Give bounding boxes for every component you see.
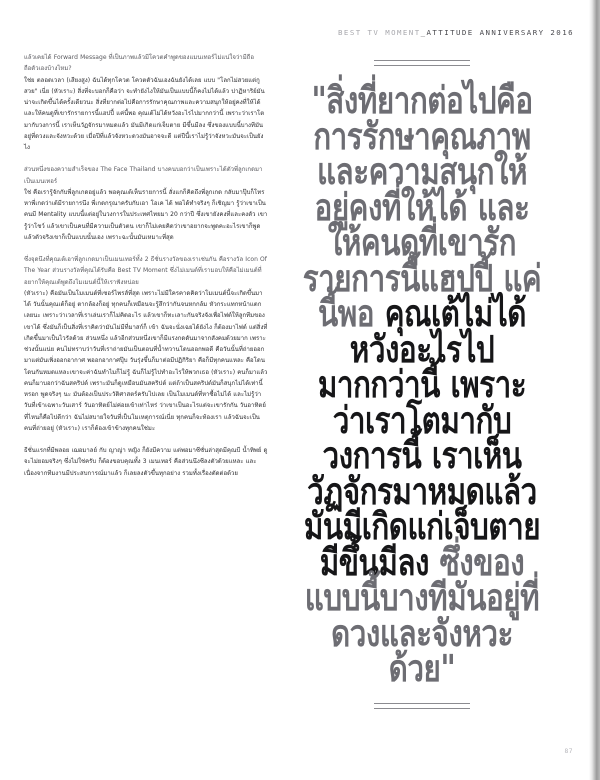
pullquote-block xyxy=(272,60,572,709)
running-header-section: BEST TV MOMENT xyxy=(338,28,421,37)
page-edge-gutter xyxy=(589,0,600,780)
pullquote-segment-emphasis: คุณเต้ไม่ได้หวังอะไรไปมากกว่านี้ เพราะว่าเราโตมากับวงการนี้ เราเห็นวัฏจักรมาหมดแล้ว มันมีเกิดแก่เจ็บตาย มีขึ้นมีลง xyxy=(303,292,541,584)
article-paragraph-question: แล้วเคยได้ Forward Message ที่เป็นภาพแล้วมีโควตคำพูดของแมนเทอร์ไม่แน่ใจว่ามีถือถือตัวเองบ้างไหม? xyxy=(24,54,254,73)
running-header-issue: _ATTITUDE ANNIVERSARY 2016 xyxy=(420,28,574,37)
article-paragraph-question: ซึ่งจุดนึงที่คุณเต้เอาพี่ลูกเกดมาเป็นเมนเทอร์ทั้ง 2 ธีชั่นรางวัลของเราเช่นกัน คือรางวัล Icon Of The Year ส่วนรางวัลที่คุณได้รับคือ Best TV Moment ซึ่งไม่เมนต์ที่เรามอบให้คือไม่เมนต์ที่อยากให้คุณเต้พูดถึงโมเมนต์นี้ให้เราฟังหน่อย xyxy=(24,256,267,286)
pullquote-rule-bottom xyxy=(374,703,470,709)
article-paragraph-answer: ใช่ คือเรารู้จักกับพี่ลูกเกดอยู่แล้ว พอคุณเต้เห็นรายการนี้ สั่งแกก็คิดถึงพี่ลูกเกด กลับมาปุ๊บก็โทรหาพี่เกดว่าเต้มีรายการนึง พี่เกดกรุณาครับกับเอา โอเค ได้ พอได้ทำจริงๆ ก็เชิญมา รู้ว่าเขาเป็นคนมี Mentality แบบนี้แต่อยู่ในวงการในประเทศไทยมา 20 กว่าปี ซึ่งเขายังคงที่และคงตัว เขารู้ว่าโชว์ แล้วเขาเป็นคนที่มีความเป็นตัวตน เขาก็ไม่เคยคิดว่าเขาอยากจะพูดคะอะไรเขาก็พูด แล้วตัวจริงเขาก็เป็นแบบนั้นเอง เพราะฉะนั้นมันเหมาะที่สุด xyxy=(24,188,268,241)
running-header xyxy=(338,28,574,37)
page-number: 87 xyxy=(564,748,573,755)
pullquote-text xyxy=(302,79,542,691)
article-paragraph-question: ส่วนหนึ่งของความสำเร็จของ The Face Thailand บางคนบอกว่าเป็นเพราะได้ตัวพี่ลูกเกดมาเป็นเมนเทอร์ xyxy=(24,166,263,185)
article-paragraph-answer: (หัวเราะ) คือมันเป็นโมเมนต์ที่เซอร์ไพรส์ที่สุด เพราะไม่มีใครคาดคิดว่าโมเมนต์นี้จะเกิดขึ้นมาได้ วันนั้นคุณเต้ก็อยู่ ตากล้องก็อยู่ ทุกคนก็เหมือนจะรู้สึกว่ากันจนหกกล้ม หัวกระแทกหน้าแตกเลยนะ เพราะว่าเวลาที่เราเล่นเราก็ไม่คิดอะไร แล้วเขาก็ทะเลาะกันจริงจังเพื่อไฟต์ให้ลูกทีมของเขาได้ ซึ่งมันก็เป็นสิ่งที่เราคิดว่ามันไม่มีที่มาสก์ก็ เข้า ฉันจะนั่งเฉยได้ยังไง ก็ต้องมาไฟต์ แต่สิ่งที่เกิดขึ้นมาเป็นไวรัลด้วย ส่วนหนึ่ง แล้วอีกส่วนหนึ่งเขาก็มีแรงกดดันมาจากสังคมด้วยมาก เพราะช่วงนั้นแน่ย คนไม่ทราบว่าวันที่เราถ่ายมันเป็นตอนที่น้ำทวานโดนออกพอดี คือวันนั้นที่ถ่ายออกมาแต่มันเพิ่งออกอากาศ พออกอากาศปุ๊บ วันรุ่งขึ้นก็มาต่อมีปฏิกิริยา คือก็มีทุกคนแหละ คือโดน โดนกันหมดแหละเขาจะค่าฉันทำไมก็ไม่รู้ ฉันก็ไม่รู้ไปทำอะไรให้พวกเธอ (หัวเราะ) คนก็มาแล้วคนก็มาบอกว่าฉันสคริปต์ เพราะมันก็ดูเหมือนมันสคริปต์ แต่ถ้าเป็นสคริปต์มันก็สนุกไม่ได้เท่านี้หรอก พูดจริงๆ นะ มันต้องเป็นประวัติศาสตร์ครับไปเลย เป็นโมเมนต์ที่หาซื้อไม่ได้ และไม่รู้ว่าวันที่เข้าเฉพาะวันเสาร์ วันอาทิตย์ไม่ค่อยเข้าเท่าไหร่ ว่าเขาเป็นอะไรแต่จะเขารักกัน วันอาทิตย์ที่ไหนก็คือไปดีกว่า ฉันไม่สบายใจวันที่เป็นโมเหตุการณ์เนี่ย ทุกคนก็จะท้องเรา แล้วฉันจะเป็นคนที่ถ่ายอยู่ (หัวเราะ) เราก็ต้องเข้าข้างทุกคนใช่มะ xyxy=(24,289,268,432)
article-paragraph-answer: ใช่ย ตลอดเวลา (เสียงสูง) ฉันได้ทุกโควต โควตตัวฉันเองฉันยังได้เลย แบบ "โลกไม่สวยแต่กูสวย" เนี่ย (หัวเราะ) สิ่งที่จะบอกก็คือว่า จะทำยังไงให้มันเป็นแบบนี้ก็คงไม่ได้แล้ว ปาฏิหาริย์มันน่าจะเกิดขึ้นได้ครั้งเดียวนะ สิ่งที่ยากต่อไปคือการรักษาคุณภาพและความสนุกให้อยู่คงที่ให้ได้ และให้คนดูที่เขารักรายการนี้แฮปปี้ แค่นี้พอ คุณเต้ไม่ได้หวังอะไรไปมากกว่านี้ เพราะว่าเราโตมากับวงการนี้ เราเห็นวัฏจักรมาหมดแล้ว มันมีเกิดแก่เจ็บตาย มีขึ้นมีลง ซึ่งของแบบนี้บางทีมันอยู่ที่ดวงและจังหวะด้วย เมื่อปีที่แล้วจังหวะดวงมันอาจจะดี แต่ปีนี้เราไม่รู้ว่าจังหวะมันจะเป็นยังไง xyxy=(24,76,265,151)
article-text-column xyxy=(24,52,268,479)
pullquote-segment-tail: ซึ่งของแบบนี้บางทีมันอยู่ที่ดวงและจังหวะด้วย" xyxy=(304,540,540,691)
article-paragraph-answer: ธีชั่นแรกที่มีพลอย เฌอมาลย์ กับ ญาญ่า หญิง ก็ยังมีความ แต่พอมาซีซั่นล่าสุดมีคุณบี น้ำทิพย์ ดูจะไม่ยอมจริงๆ ซึ่งไม่ใช่ครับ ก็ต้องขอบคุณทั้ง 3 เมนเทอร์ คือส่วนนึงซีลงตัวด้วยแหละ และเนื่องจากทีมงานมีประสบการณ์มาแล้ว ก็เลยลงตัวขึ้นทุกอย่าง รวมทั้งเรื่องตัดต่อด้วย xyxy=(24,447,268,477)
pullquote-rule-top xyxy=(374,60,470,66)
pullquote-segment-lead: "สิ่งที่ยากต่อไปคือการรักษาคุณภาพและความสนุกให้อยู่คงที่ให้ได้ และให้คนดูที่เขารักรายการนี้แฮปปี้ แค่นี้พอ xyxy=(302,79,542,336)
